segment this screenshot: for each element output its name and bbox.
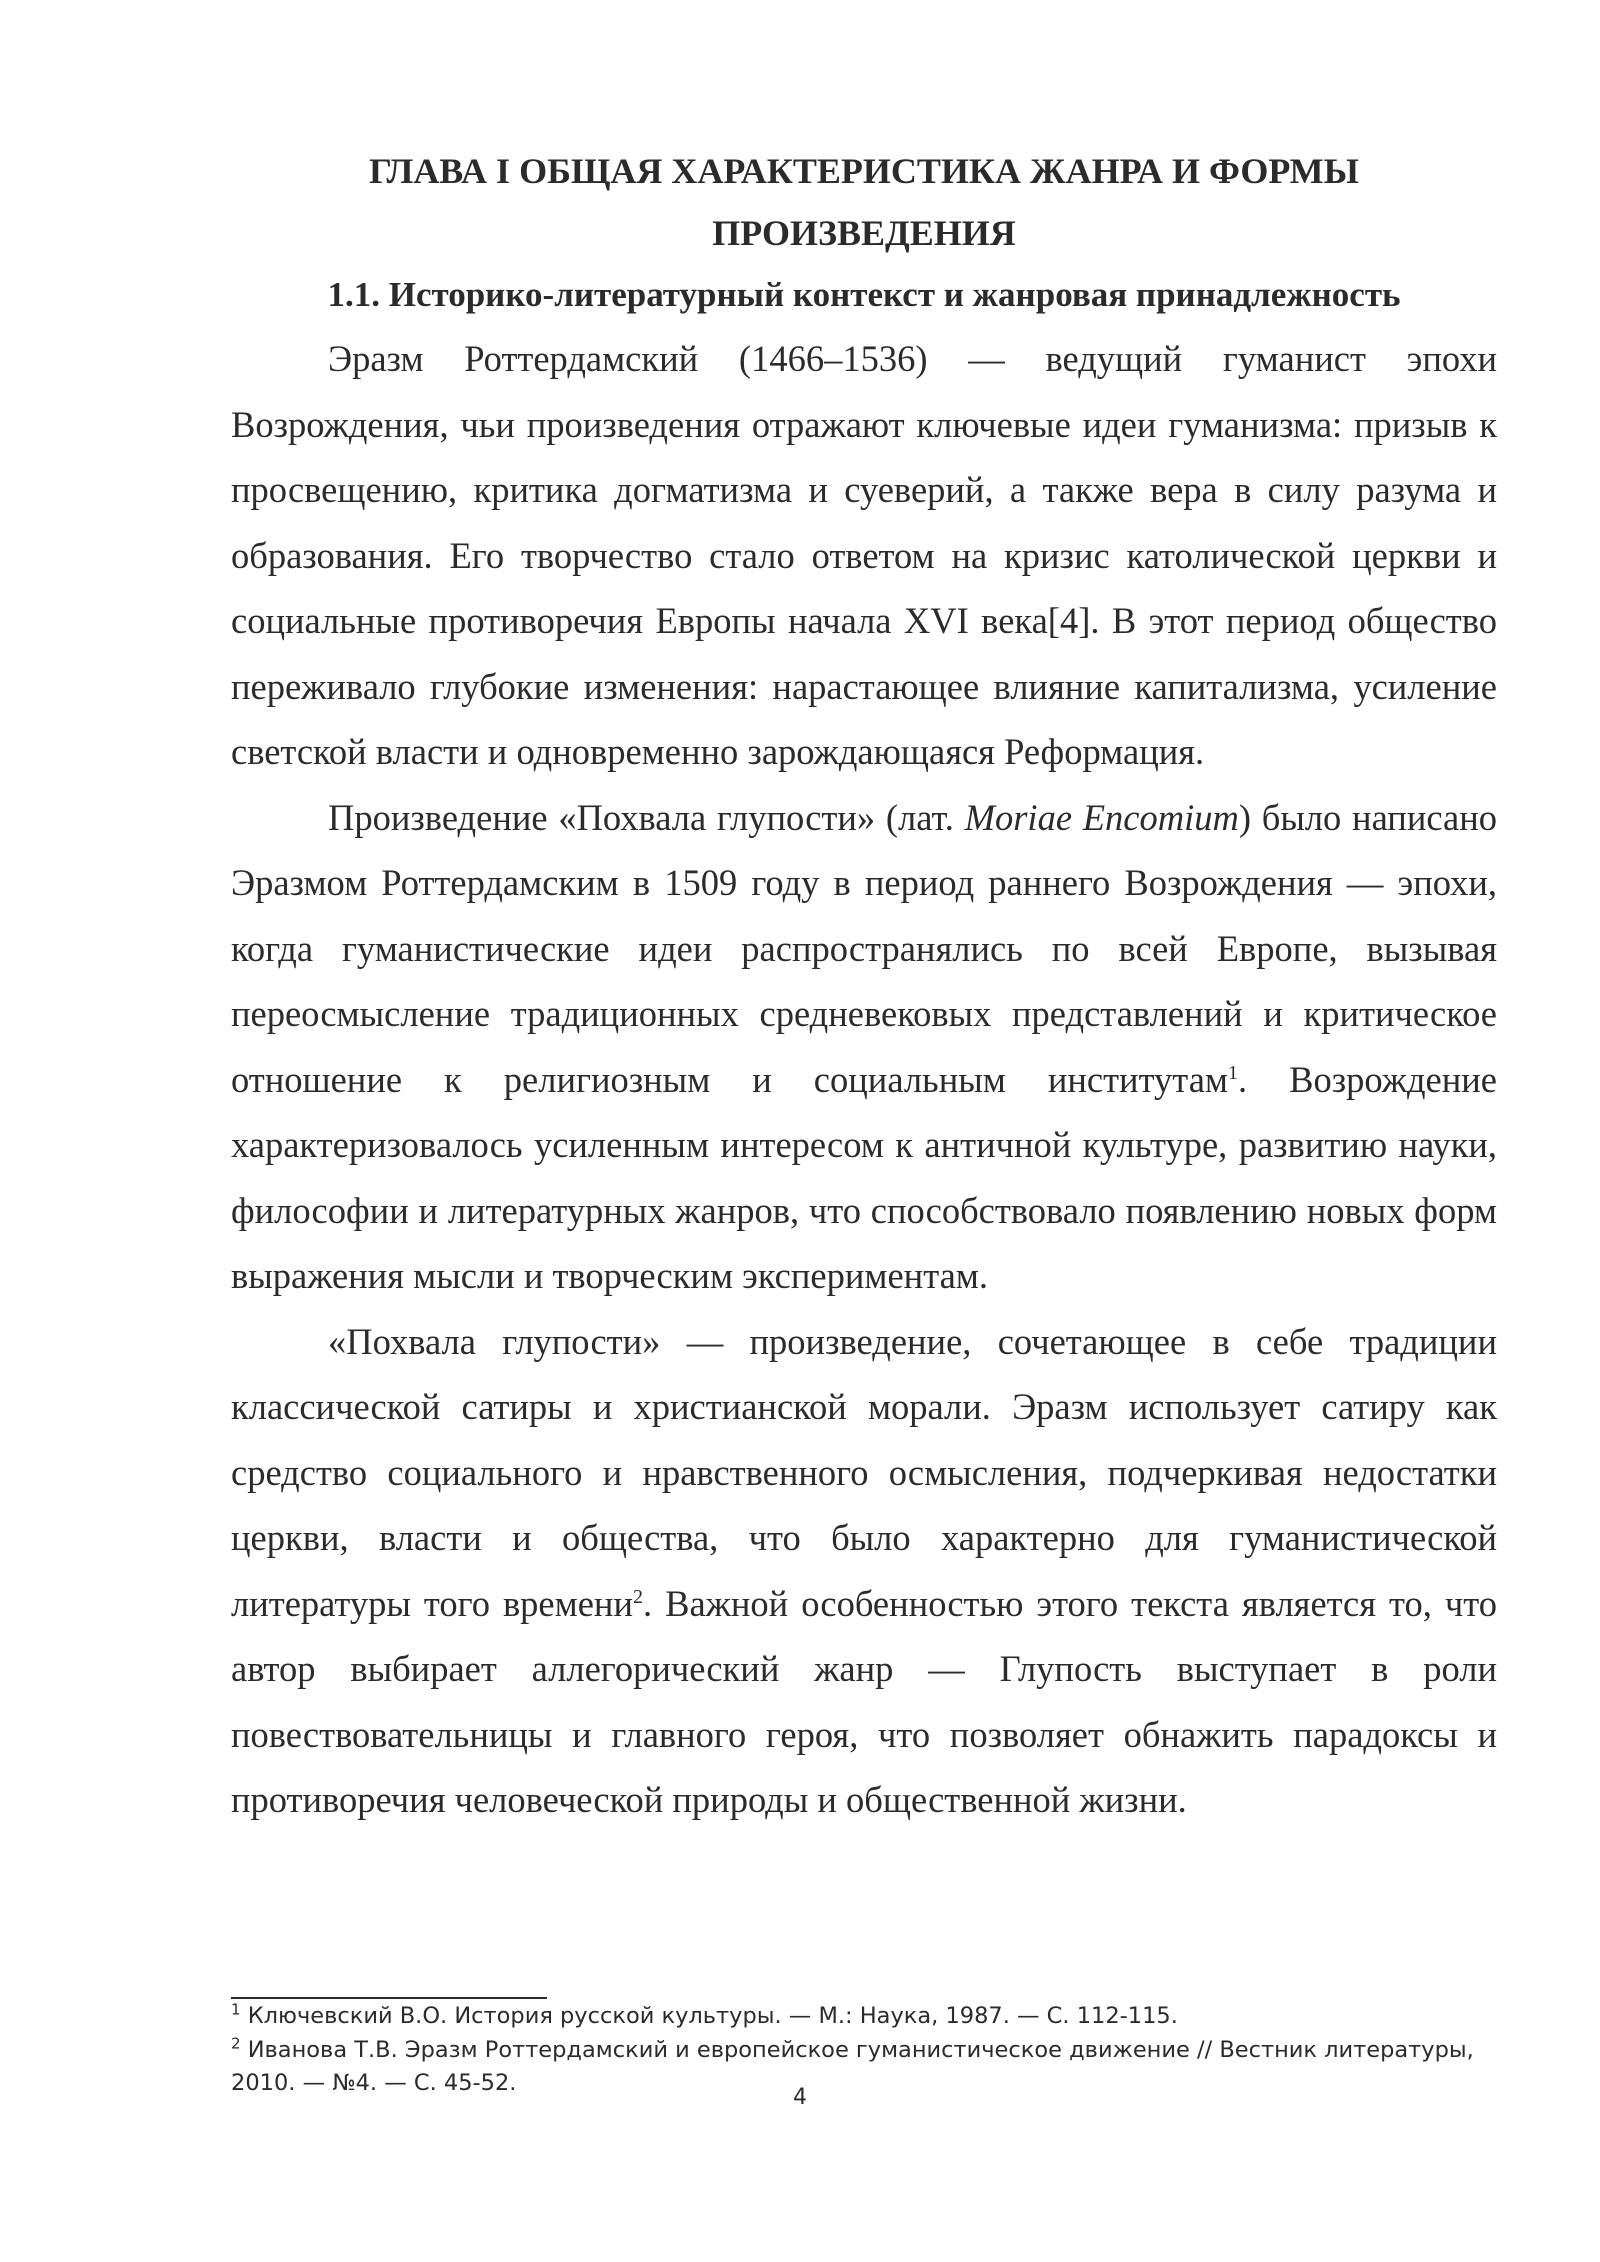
paragraph-2	[231, 785, 1497, 1309]
footnote-1-text: Ключевский В.О. История русской культуры. — М.: Наука, 1987. — С. 112-115.	[240, 2003, 1178, 2029]
section-title: 1.1. Историко-литературный контекст и жанровая принадлежность	[327, 275, 1401, 314]
footnote-1	[231, 2000, 1497, 2034]
footnote-ref-2[interactable]: 2	[633, 1585, 643, 1608]
paragraph-2-middle: ) было написано Эразмом Роттердамским в 1509 году в период раннего Возрождения — эпохи, когда гуманистические идеи распространялись по всей Европе, вызывая переосмысление традиционных средневековых представлений и критическое отношение к религиозным и социальным институтам	[231, 796, 1497, 1100]
paragraph-3	[231, 1309, 1497, 1833]
chapter-title-line1: ГЛАВА I ОБЩАЯ ХАРАКТЕРИСТИКА ЖАНРА И ФОРМЫ	[369, 151, 1359, 191]
chapter-title	[231, 140, 1497, 264]
latin-title: Moriae Encomium	[964, 796, 1239, 838]
paragraph-1: Эразм Роттердамский (1466–1536) — ведущий гуманист эпохи Возрождения, чьи произведения отражают ключевые идеи гуманизма: призыв к просвещению, критика догматизма и суеверий, а также вера в силу разума и образования. Его творчество стало ответом на кризис католической церкви и социальные противоречия Европы начала XVI века[4]. В этот период общество переживало глубокие изменения: нарастающее влияние капитализма, усиление светской власти и одновременно зарождающаяся Реформация.	[231, 338, 1497, 772]
footnote-2-text: Иванова Т.В. Эразм Роттердамский и европейское гуманистическое движение // Вестник литературы, 2010. — №4. — С. 45-52.	[231, 2036, 1474, 2096]
paragraph-3-start: «Похвала глупости» — произведение, сочетающее в себе традиции классической сатиры и христианской морали. Эразм использует сатиру как средство социального и нравственного осмысления, подчеркивая недостатки церкви, власти и общества, что было характерно для гуманистической литературы того времени	[231, 1320, 1497, 1624]
footnote-2-number: 2	[231, 2034, 241, 2052]
footnote-1-number: 1	[231, 2000, 241, 2019]
paragraph-2-end: . Возрождение характеризовалось усиленным интересом к античной культуре, развитию науки, философии и литературных жанров, что способствовало появлению новых форм выражения мысли и творческим экспериментам.	[231, 1058, 1497, 1296]
footnote-separator	[231, 1997, 547, 1999]
page-body	[231, 140, 1497, 1833]
paragraph-3-end: . Важной особенностью этого текста является то, что автор выбирает аллегорический жанр — Глупость выступает в роли повествовательницы и главного героя, что позволяет обнажить парадоксы и противоречия человеческой природы и общественной жизни.	[231, 1582, 1497, 1820]
footnote-ref-1[interactable]: 1	[1228, 1061, 1239, 1084]
paragraph-2-start: Произведение «Похвала глупости» (лат.	[328, 796, 965, 838]
chapter-title-line2: ПРОИЗВЕДЕНИЯ	[712, 213, 1016, 253]
page-number: 4	[793, 2085, 807, 2110]
